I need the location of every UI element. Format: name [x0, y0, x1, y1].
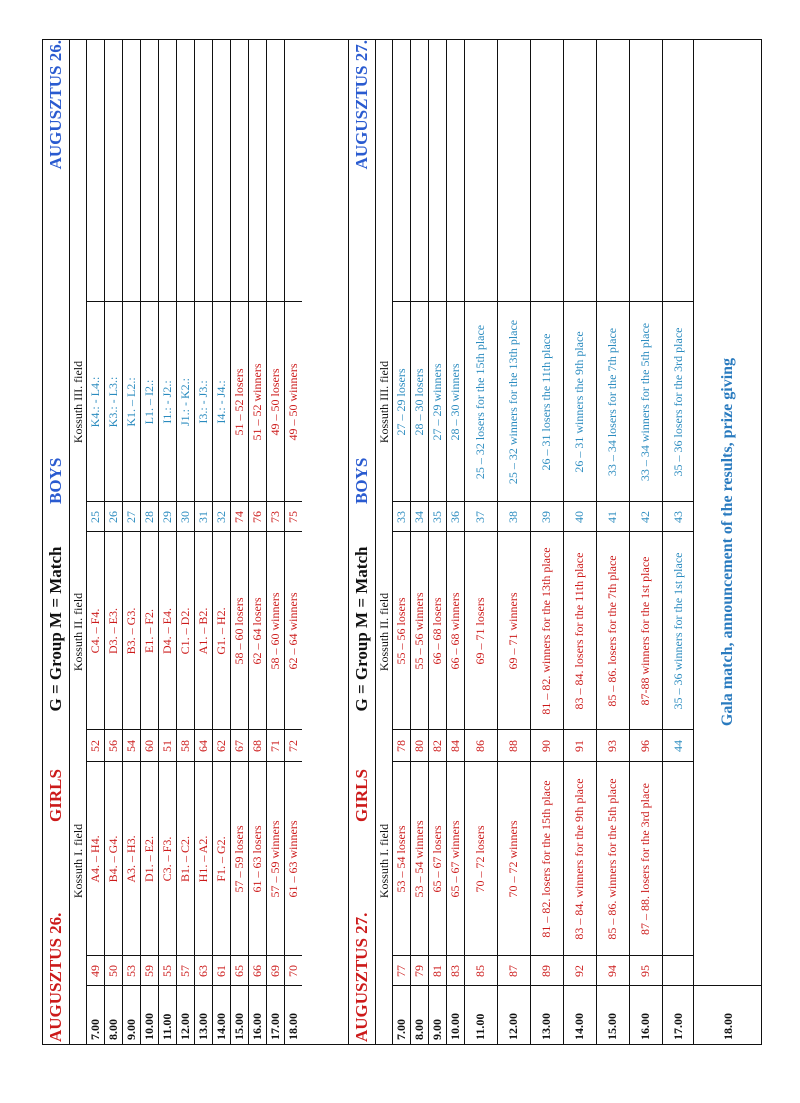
time-cell: 7.00	[87, 1019, 102, 1040]
time-cell: 13.00	[195, 1013, 210, 1040]
match-desc-boys: I1.: - J2.:	[159, 380, 174, 424]
match-number-girls-2: 88	[506, 740, 520, 752]
column-divider	[86, 531, 302, 532]
match-desc-boys: I4.: - J4.:	[213, 380, 228, 424]
match-number-girls-1: 87	[506, 965, 520, 977]
time-cell: 17.00	[267, 1013, 282, 1040]
match-desc-girls-1: 61 – 63 losers	[249, 825, 264, 893]
match-number-girls-1: 49	[87, 965, 102, 977]
match-number-girls-1: 95	[638, 965, 652, 977]
match-number-girls-2: 84	[447, 740, 462, 752]
match-desc-girls-1: 53 – 54 winners	[411, 820, 426, 898]
match-number-boys: 42	[638, 511, 652, 523]
match-number-boys: 39	[539, 511, 553, 523]
match-desc-girls-1: 83 – 84. winners for the 9th place	[572, 778, 586, 940]
match-row	[266, 40, 284, 1044]
match-number-boys: 34	[411, 511, 426, 523]
match-number-girls-2: 71	[267, 740, 282, 752]
match-desc-girls-2: 58 – 60 losers	[231, 597, 246, 665]
match-number-boys: 33	[393, 511, 408, 523]
match-number-girls-2: 93	[605, 740, 619, 752]
match-desc-boys: J1.: - K2.:	[177, 378, 192, 426]
time-cell: 15.00	[231, 1013, 246, 1040]
match-desc-girls-1: B1. – C2.	[177, 836, 192, 883]
match-desc-boys: 27 – 29 winners	[429, 363, 444, 441]
column-divider	[392, 501, 694, 502]
match-desc-girls-1: 65 – 67 winners	[447, 820, 462, 898]
match-desc-boys: 28 – 30 losers	[411, 368, 426, 436]
match-desc-girls-2: G1. – H2.	[213, 607, 228, 655]
legend-text: G = Group M = Match	[46, 546, 65, 712]
field-label-3: Kossuth III. field	[377, 360, 391, 444]
time-cell: 12.00	[506, 1013, 520, 1040]
match-number-girls-1: 57	[177, 965, 192, 977]
column-divider	[86, 985, 302, 986]
column-divider	[392, 301, 694, 302]
match-row	[410, 40, 428, 1044]
match-desc-girls-1: 53 – 54 losers	[393, 825, 408, 893]
header-divider	[392, 40, 393, 1044]
match-number-girls-2: 82	[429, 740, 444, 752]
match-desc-girls-2: 58 – 60 winners	[267, 592, 282, 670]
match-row	[176, 40, 194, 1044]
column-divider	[86, 501, 302, 502]
match-desc-boys: 33 – 34 losers for the 7th place	[605, 327, 619, 477]
match-number-girls-1: 50	[105, 965, 120, 977]
match-number-girls-2: 52	[87, 740, 102, 752]
match-number-boys: 38	[506, 511, 520, 523]
match-desc-girls-2: A1. – B2.	[195, 607, 210, 655]
match-row	[662, 40, 694, 1044]
match-desc-girls-1: 85 – 86. winners for the 5th place	[605, 778, 619, 940]
match-desc-boys: 25 – 32 losers for the 15th place	[473, 324, 487, 480]
match-desc-boys: K4.: - L4.:	[87, 376, 102, 428]
match-number-girls-2: 78	[393, 740, 408, 752]
column-divider	[86, 761, 302, 762]
match-desc-girls-2: D4. – E4.	[159, 608, 174, 654]
match-desc-girls-1: 57 – 59 losers	[231, 825, 246, 893]
time-cell: 11.00	[473, 1013, 487, 1040]
date-right: AUGUSZTUS 26.	[46, 40, 65, 170]
field-header	[375, 40, 393, 1044]
match-row	[497, 40, 530, 1044]
date-left: AUGUSZTUS 27.	[352, 912, 371, 1042]
match-desc-boys: 49 – 50 winners	[285, 363, 300, 441]
legend-text: G = Group M = Match	[352, 546, 371, 712]
match-number-girls-2: 58	[177, 740, 192, 752]
field-label-2: Kossuth II. field	[71, 592, 85, 672]
match-desc-girls-1: D1. – E2.	[141, 836, 156, 882]
match-desc-boys: L1. – I2.:	[141, 379, 156, 425]
match-number-girls-1: 92	[572, 965, 586, 977]
match-row	[596, 40, 629, 1044]
match-desc-girls-1: 65 – 67 losers	[429, 825, 444, 893]
match-desc-girls-1: A3. – H3.	[123, 835, 138, 883]
column-divider	[392, 531, 694, 532]
time-cell: 8.00	[105, 1019, 120, 1040]
match-desc-girls-1: A4. – H4.	[87, 835, 102, 883]
match-number-girls-2: 56	[105, 740, 120, 752]
match-number-girls-1: 94	[605, 965, 619, 977]
match-number-boys: 40	[572, 511, 586, 523]
match-desc-girls-1: 87 – 88. losers for the 3rd place	[638, 783, 652, 935]
match-number-girls-1: 79	[411, 965, 426, 977]
time-cell: 7.00	[393, 1019, 408, 1040]
match-row	[446, 40, 464, 1044]
match-number-girls-1: 69	[267, 965, 282, 977]
match-desc-girls-1: 61 – 63 winners	[285, 820, 300, 898]
date-right: AUGUSZTUS 27.	[352, 40, 371, 170]
match-row	[464, 40, 497, 1044]
gala-time: 18.00	[720, 1013, 735, 1040]
match-number-girls-2: 80	[411, 740, 426, 752]
column-divider	[392, 985, 694, 986]
column-divider	[86, 301, 302, 302]
match-row	[392, 40, 410, 1044]
match-desc-girls-2: 81 – 82. winners for the 13th place	[539, 547, 553, 715]
match-desc-girls-2: E1. – F2.	[141, 609, 156, 654]
match-row	[428, 40, 446, 1044]
match-desc-girls-1: F1. – G2.	[213, 836, 228, 882]
match-number-boys: 75	[285, 511, 300, 523]
column-divider	[392, 729, 694, 730]
day-section-aug-27	[348, 40, 694, 1044]
match-number-girls-1: 89	[539, 965, 553, 977]
match-desc-boys: 33 – 34 winners for the 5th place	[638, 322, 652, 482]
match-desc-girls-2: 55 – 56 losers	[393, 597, 408, 665]
match-row	[122, 40, 140, 1044]
match-number-girls-2: 54	[123, 740, 138, 752]
column-divider	[86, 955, 302, 956]
match-number-girls-1: 61	[213, 965, 228, 977]
header-divider	[86, 40, 87, 1044]
match-number-girls-1: 66	[249, 965, 264, 977]
match-number-girls-2: 86	[473, 740, 487, 752]
girls-label: GIRLS	[352, 769, 371, 822]
match-number-girls-1: 63	[195, 965, 210, 977]
match-number-boys: 26	[105, 511, 120, 523]
match-number-girls-1: 83	[447, 965, 462, 977]
match-number-boys: 74	[231, 511, 246, 523]
time-cell: 16.00	[638, 1013, 652, 1040]
match-number-girls-1: 81	[429, 965, 444, 977]
match-row	[563, 40, 596, 1044]
match-number-girls-2: 67	[231, 740, 246, 752]
match-number-boys: 35	[429, 511, 444, 523]
time-cell: 12.00	[177, 1013, 192, 1040]
match-desc-girls-2: 62 – 64 winners	[285, 592, 300, 670]
match-row	[212, 40, 230, 1044]
field-label-2: Kossuth II. field	[377, 592, 391, 672]
match-desc-girls-2: B3. – G3.	[123, 607, 138, 655]
match-number-boys: 43	[670, 511, 685, 523]
match-number-boys: 37	[473, 511, 487, 523]
gala-text: Gala match, announcement of the results, prize giving	[719, 357, 736, 727]
match-number-girls-1	[662, 956, 694, 986]
match-number-girls-2: 91	[572, 740, 586, 752]
match-row	[248, 40, 266, 1044]
match-row	[284, 40, 302, 1044]
match-row	[140, 40, 158, 1044]
time-cell: 13.00	[539, 1013, 553, 1040]
match-desc-boys: 25 – 32 winners for the 13th place	[506, 319, 520, 485]
time-cell: 18.00	[285, 1013, 300, 1040]
match-number-boys: 32	[213, 511, 228, 523]
match-number-boys: 36	[447, 511, 462, 523]
match-row	[230, 40, 248, 1044]
time-cell: 10.00	[141, 1013, 156, 1040]
match-row	[530, 40, 563, 1044]
match-desc-girls-2: 62 – 64 losers	[249, 597, 264, 665]
match-desc-boys: 27 – 29 losers	[393, 368, 408, 436]
match-number-boys: 27	[123, 511, 138, 523]
match-desc-girls-1: H1. – A2.	[195, 835, 210, 883]
match-desc-girls-2: D3. – E3.	[105, 608, 120, 654]
date-left: AUGUSZTUS 26.	[46, 912, 65, 1042]
time-cell: 14.00	[572, 1013, 586, 1040]
match-desc-boys: 51 – 52 losers	[231, 368, 246, 436]
day-header	[43, 40, 69, 1044]
match-number-boys: 25	[87, 511, 102, 523]
match-desc-girls-1: C3. – F3.	[159, 836, 174, 882]
match-desc-girls-1: B4. – G4.	[105, 835, 120, 883]
match-row	[104, 40, 122, 1044]
match-desc-girls-1	[662, 762, 694, 956]
match-number-girls-2: 90	[539, 740, 553, 752]
time-cell: 10.00	[447, 1013, 462, 1040]
match-desc-girls-2: 69 – 71 winners	[506, 592, 520, 670]
match-number-boys: 29	[159, 511, 174, 523]
field-label-1: Kossuth I. field	[377, 823, 391, 899]
match-desc-girls-2: C1. – D2.	[177, 607, 192, 655]
match-desc-boys: 49 – 50 losers	[267, 368, 282, 436]
match-desc-boys: 51 – 52 winners	[249, 363, 264, 441]
match-desc-boys: 35 – 36 losers for the 3rd place	[670, 327, 685, 477]
match-number-girls-1: 65	[231, 965, 246, 977]
time-cell: 16.00	[249, 1013, 264, 1040]
match-desc-boys: K3.: - L3.:	[105, 376, 120, 428]
match-desc-girls-1: 57 – 59 winners	[267, 820, 282, 898]
match-number-boys: 73	[267, 511, 282, 523]
match-number-boys: 41	[605, 511, 619, 523]
match-desc-girls-2: 85 – 86. losers for the 7th place	[605, 555, 619, 707]
match-number-girls-1: 77	[393, 965, 408, 977]
match-desc-girls-1: 81 – 82. losers for the 15th place	[539, 780, 553, 938]
schedule-table	[42, 39, 762, 1045]
field-header	[69, 40, 87, 1044]
match-desc-girls-2: 83 – 84. losers for the 11th place	[572, 552, 586, 710]
match-desc-boys: 26 – 31 losers the 11th place	[539, 333, 553, 471]
match-desc-girls-2: 35 – 36 winners for the 1st place	[670, 552, 685, 710]
time-cell: 9.00	[123, 1019, 138, 1040]
field-label-3: Kossuth III. field	[71, 360, 85, 444]
field-label-1: Kossuth I. field	[71, 823, 85, 899]
match-number-boys: 76	[249, 511, 264, 523]
match-number-girls-1: 85	[473, 965, 487, 977]
match-row	[86, 40, 104, 1044]
match-number-girls-1: 53	[123, 965, 138, 977]
match-number-girls-1: 59	[141, 965, 156, 977]
match-number-girls-2: 51	[159, 740, 174, 752]
match-desc-girls-2: 66 – 68 losers	[429, 597, 444, 665]
match-desc-girls-2: C4. – F4.	[87, 608, 102, 654]
day-section-aug-26	[43, 40, 348, 1044]
match-number-boys: 31	[195, 511, 210, 523]
time-cell: 17.00	[670, 1013, 685, 1040]
match-row	[194, 40, 212, 1044]
match-desc-girls-1: 70 – 72 losers	[473, 825, 487, 893]
match-number-girls-2: 62	[213, 740, 228, 752]
match-number-girls-2: 64	[195, 740, 210, 752]
match-desc-girls-2: 66 – 68 winners	[447, 592, 462, 670]
column-divider	[86, 729, 302, 730]
match-desc-boys: K1. – L2.:	[123, 377, 138, 427]
match-row	[629, 40, 662, 1044]
column-divider	[392, 761, 694, 762]
boys-label: BOYS	[46, 457, 65, 504]
match-desc-girls-1: 70 – 72 winners	[506, 820, 520, 898]
match-number-girls-2: 60	[141, 740, 156, 752]
day-header	[349, 40, 375, 1044]
match-desc-girls-2: 87-88 winners for the 1st place	[638, 556, 652, 706]
boys-label: BOYS	[352, 457, 371, 504]
match-desc-boys: 26 – 31 winners the 9th place	[572, 331, 586, 473]
gala-row	[693, 40, 762, 1044]
match-number-girls-2: 68	[249, 740, 264, 752]
girls-label: GIRLS	[46, 769, 65, 822]
match-desc-girls-2: 55 – 56 winners	[411, 592, 426, 670]
match-row	[158, 40, 176, 1044]
time-cell: 15.00	[605, 1013, 619, 1040]
match-desc-boys: 28 – 30 winners	[447, 363, 462, 441]
match-number-girls-1: 70	[285, 965, 300, 977]
match-number-girls-2: 44	[670, 740, 685, 752]
match-desc-girls-2: 69 – 71 losers	[473, 597, 487, 665]
column-divider	[392, 955, 694, 956]
time-cell: 14.00	[213, 1013, 228, 1040]
time-cell: 11.00	[159, 1013, 174, 1040]
match-number-boys: 28	[141, 511, 156, 523]
match-number-girls-2: 72	[285, 740, 300, 752]
time-cell: 8.00	[411, 1019, 426, 1040]
match-number-girls-1: 55	[159, 965, 174, 977]
match-desc-boys: I3.: - J3.:	[195, 380, 210, 424]
match-number-boys: 30	[177, 511, 192, 523]
match-number-girls-2: 96	[638, 740, 652, 752]
time-cell: 9.00	[429, 1019, 444, 1040]
